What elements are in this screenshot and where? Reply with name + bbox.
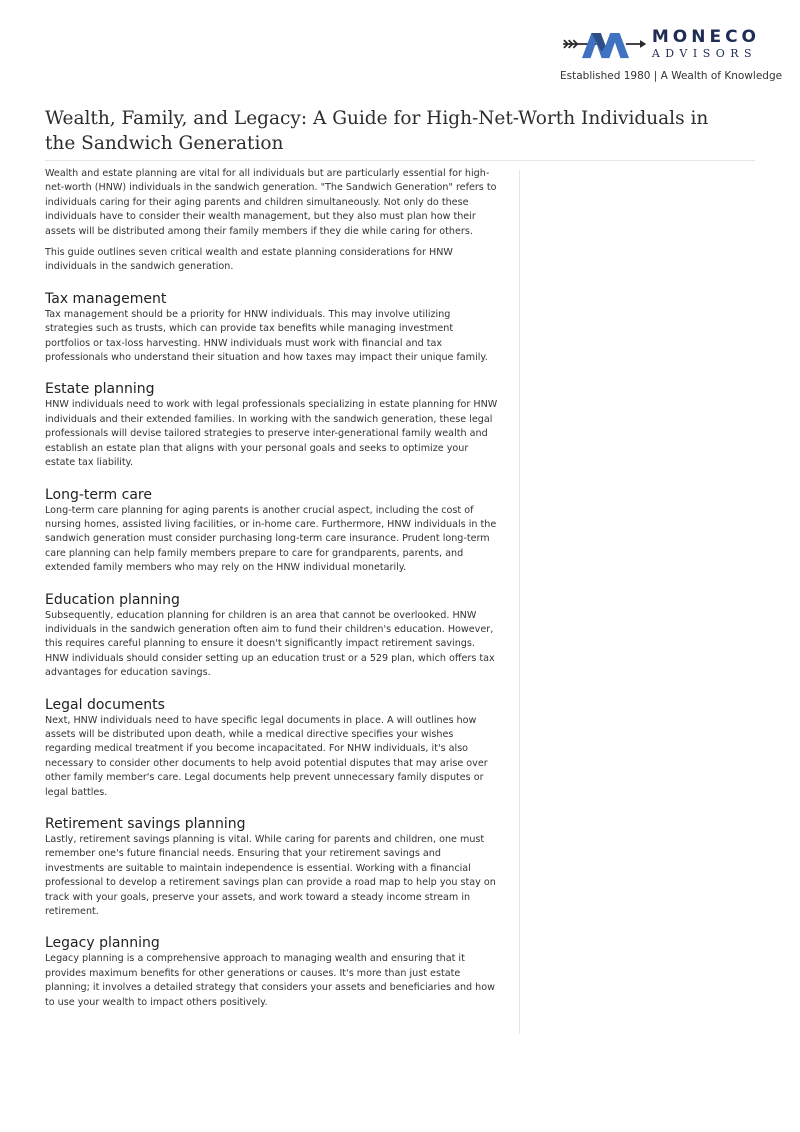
- section-legacy-planning: [45, 935, 500, 1010]
- section-body: Legacy planning is a comprehensive approach to managing wealth and ensuring that it provides maximum benefits for other generations or causes. It's more than just estate planning; it involves a detailed strategy that considers your assets and beneficiaries and how to use your wealth to impact others positively.: [45, 953, 495, 1008]
- section-tax-management: [45, 291, 500, 366]
- section-body: Subsequently, education planning for children is an area that cannot be overlooked. HNW individuals in the sandwich generation often aim to fund their children's education. However, this requires careful planning to ensure it doesn't significantly impact retirement savings. HNW individuals should consider setting up an education trust or a 529 plan, which offers tax advantages for education savings.: [45, 609, 495, 679]
- moneco-logo-icon: [560, 24, 648, 64]
- intro-paragraph: This guide outlines seven critical wealth and estate planning considerations for HNW individuals in the sandwich generation.: [45, 247, 453, 273]
- section-heading: Legal documents: [45, 696, 165, 713]
- section-heading: Education planning: [45, 591, 180, 608]
- section-body: Long-term care planning for aging parents is another crucial aspect, including the cost of nursing homes, assisted living facilities, or in-home care. Furthermore, HNW individuals in the sandwich generation must consider purchasing long-term care insurance. Prudent long-term care planning can help family members prepare to care for grandparents, parents, and extended family members who may rely on the HNW individual monetarily.: [45, 504, 497, 574]
- brand-subname: ADVISORS: [651, 47, 758, 60]
- section-body: Next, HNW individuals need to have specific legal documents in place. A will outlines how assets will be distributed upon death, while a medical directive specifies your wishes regarding medical treatment if you become incapacitated. For NHW individuals, it's also necessary to consider other documents to help avoid potential disputes that may arise over other family member's care. Legal documents help prevent unnecessary family disputes or legal battles.: [45, 714, 488, 798]
- section-retirement-savings: [45, 816, 500, 919]
- column-divider: [519, 170, 520, 1034]
- section-heading: Legacy planning: [45, 935, 160, 952]
- brand-tagline: Established 1980 | A Wealth of Knowledge: [560, 70, 783, 82]
- brand-name: MONECO: [651, 27, 760, 47]
- section-heading: Tax management: [45, 290, 167, 307]
- brand-logo: [560, 24, 783, 82]
- section-legal-documents: [45, 697, 500, 800]
- intro-paragraph: Wealth and estate planning are vital for all individuals but are particularly essential for high-net-worth (HNW) individuals in the sandwich generation. "The Sandwich Generation" refers to individuals caring for their aging parents and children simultaneously. Not only do these individuals have to consider their wealth management, but they also must plan how their assets will be distributed among their family members if they die while caring for others.: [45, 168, 497, 237]
- section-body: HNW individuals need to work with legal professionals specializing in estate planning for HNW individuals and their extended families. In working with the sandwich generation, these legal professionals will devise tailored strategies to preserve inter-generational family wealth and establish an estate plan that aligns with your personal goals and seeks to optimize your estate tax liability.: [45, 399, 498, 469]
- section-heading: Estate planning: [45, 381, 155, 398]
- section-estate-planning: [45, 381, 500, 470]
- section-body: Lastly, retirement savings planning is vital. While caring for parents and children, one must remember one's future financial needs. Ensuring that your retirement savings and investments are suitable to maintain independence is essential. Working with a financial professional to develop a retirement savings plan can provide a road map to help you stay on track with your goals, preserve your assets, and work toward a steady income stream in retirement.: [45, 834, 496, 918]
- section-long-term-care: [45, 487, 500, 576]
- section-heading: Retirement savings planning: [45, 816, 246, 832]
- article-title: Wealth, Family, and Legacy: A Guide for High-Net-Worth Individuals in the Sandwich Generation: [45, 108, 709, 154]
- article-body: [45, 167, 500, 1017]
- section-education-planning: [45, 592, 500, 681]
- section-body: Tax management should be a priority for HNW individuals. This may involve utilizing strategies such as trusts, which can provide tax benefits while managing investment portfolios or tax-loss harvesting. HNW individuals must work with financial and tax professionals who understand their situation and how taxes may impact their unique family.: [45, 308, 488, 364]
- title-divider: [45, 160, 755, 161]
- section-heading: Long-term care: [45, 486, 152, 503]
